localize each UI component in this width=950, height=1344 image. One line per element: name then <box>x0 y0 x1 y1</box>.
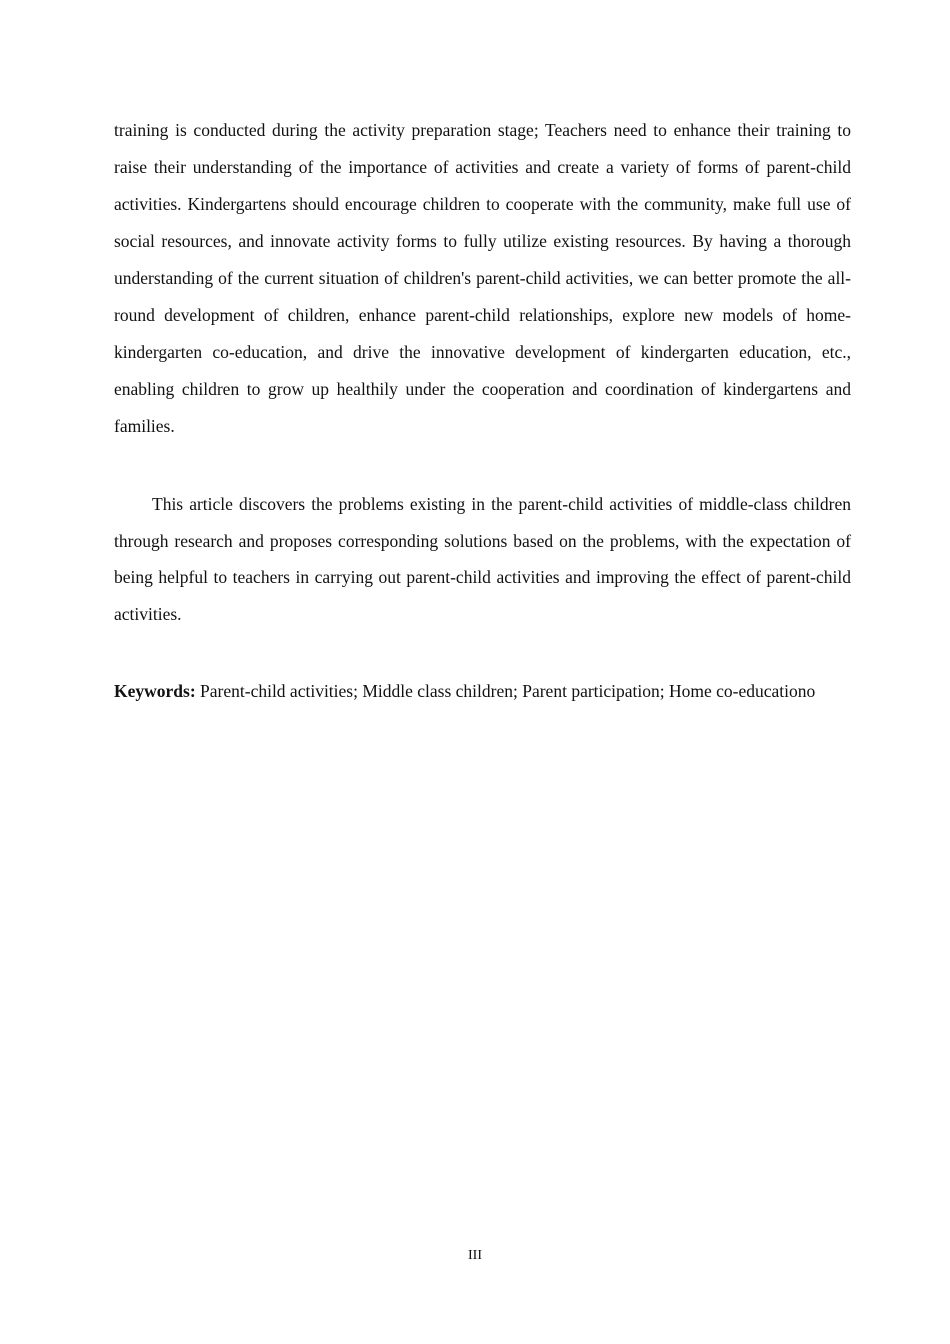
page-number: III <box>468 1248 482 1263</box>
body-paragraph-1: training is conducted during the activity preparation stage; Teachers need to enhance their training to raise their understanding of the importance of activities and create a variety of forms of parent-child activities. Kindergartens should encourage children to cooperate with the community, make full use of social resources, and innovate activity forms to fully utilize existing resources. By having a thorough understanding of the current situation of children's parent-child activities, we can better promote the all-round development of children, enhance parent-child relationships, explore new models of home-kindergarten co-education, and drive the innovative development of kindergarten education, etc., enabling children to grow up healthily under the cooperation and coordination of kindergartens and families. <box>114 120 851 436</box>
keywords-line <box>114 673 851 710</box>
keywords-text: Parent-child activities; Middle class children; Parent participation; Home co-educationo <box>195 681 816 701</box>
keywords-label: Keywords: <box>114 681 196 701</box>
body-paragraph-2: This article discovers the problems existing in the parent-child activities of middle-class children through research and proposes corresponding solutions based on the problems, with the expectation of being helpful to teachers in carrying out parent-child activities and improving the effect of parent-child activities. <box>114 494 851 624</box>
